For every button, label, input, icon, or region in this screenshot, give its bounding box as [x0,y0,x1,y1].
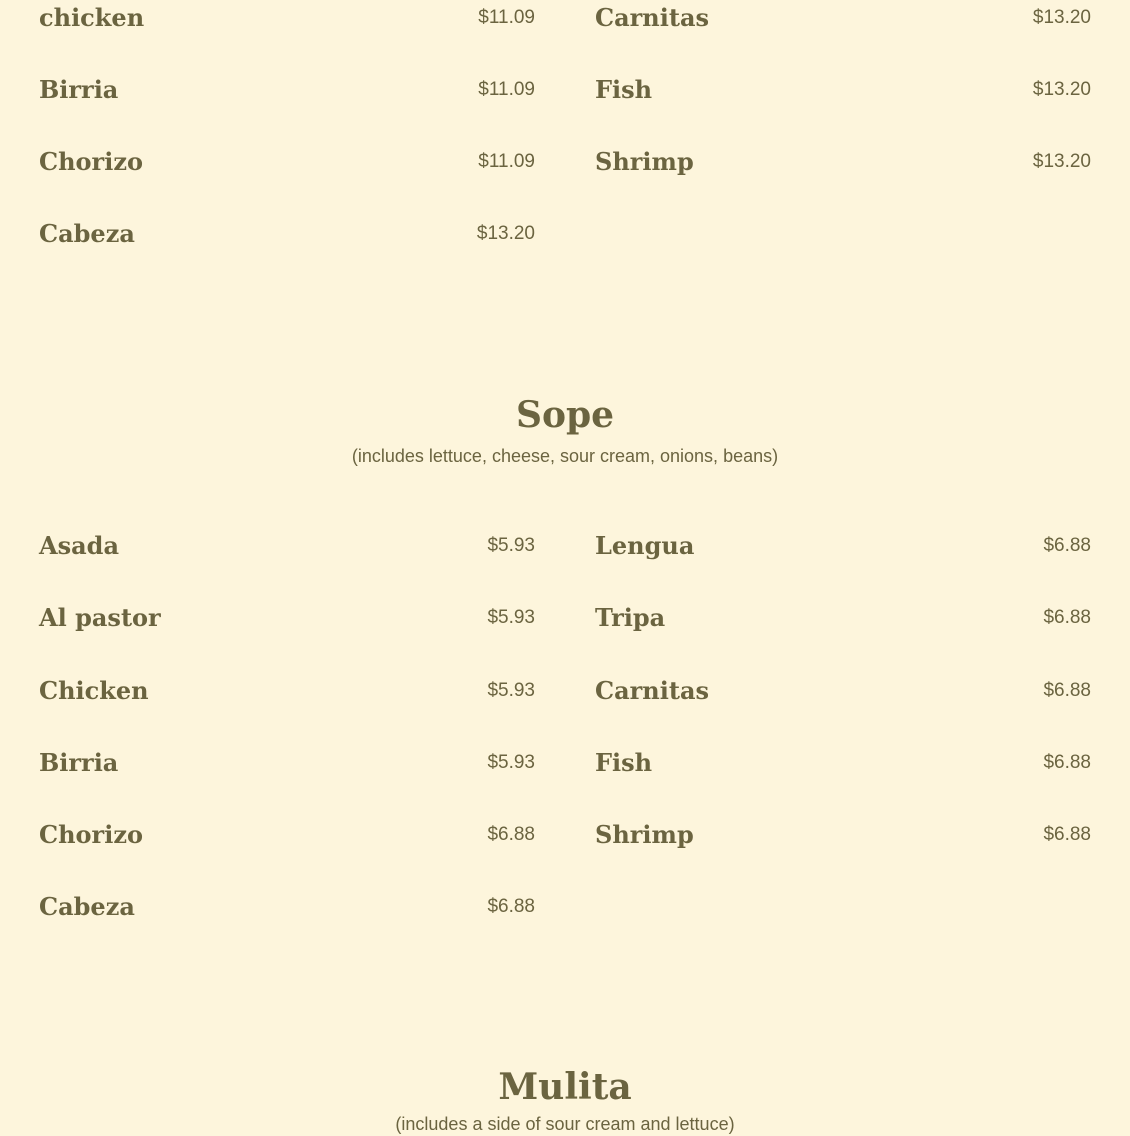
menu-item[interactable] [39,673,535,713]
section-title-mulita: Mulita [498,1066,632,1108]
section-subtitle-sope: (includes lettuce, cheese, sour cream, onions, beans) [351,446,779,466]
menu-item-price: $6.88 [487,896,535,917]
section-title-sope: Sope [515,394,615,436]
menu-item-name: Birria [39,748,119,777]
menu-item-name: Tripa [595,603,666,632]
menu-item-price: $6.88 [1043,824,1091,845]
menu-item-price: $11.09 [478,7,535,28]
menu-item-price: $5.93 [487,752,535,773]
menu-item-name: Fish [595,748,653,777]
menu-item-price: $6.88 [1043,752,1091,773]
menu-item[interactable] [39,528,535,568]
menu-item[interactable] [39,72,535,112]
menu-item[interactable] [39,889,535,929]
menu-item-name: Al pastor [39,603,161,632]
menu-item[interactable] [595,0,1091,40]
menu-item-price: $11.09 [478,79,535,100]
menu-item[interactable] [595,600,1091,640]
menu-item-name: Shrimp [595,820,694,849]
menu-item-price: $6.88 [1043,680,1091,701]
menu-item-price: $13.20 [1032,151,1091,172]
menu-item-name: Carnitas [595,676,710,705]
menu-item[interactable] [39,0,535,40]
menu-item[interactable] [595,673,1091,713]
menu-item-price: $13.20 [1032,79,1091,100]
menu-item-name: Birria [39,75,119,104]
menu-item[interactable] [39,745,535,785]
menu-item[interactable] [39,600,535,640]
section-subtitle-mulita: (includes a side of sour cream and lettuce) [395,1114,735,1134]
menu-item-price: $13.20 [476,223,535,244]
menu-item-price: $11.09 [478,151,535,172]
menu-item-name: Chorizo [39,820,143,849]
menu-item-price: $6.88 [1043,535,1091,556]
menu-item-price: $5.93 [487,535,535,556]
menu-item-name: Asada [39,531,120,560]
menu-item[interactable] [595,528,1091,568]
menu-item-price: $5.93 [487,607,535,628]
menu-item-name: Chorizo [39,147,143,176]
menu-item-name: chicken [39,3,145,32]
menu-item-price: $6.88 [487,824,535,845]
menu-item-name: Carnitas [595,3,710,32]
menu-item[interactable] [39,144,535,184]
menu-item-name: Fish [595,75,653,104]
menu-item-price: $6.88 [1043,607,1091,628]
menu-item[interactable] [39,216,535,256]
menu-item[interactable] [595,817,1091,857]
menu-item-price: $13.20 [1032,7,1091,28]
menu-item-name: Shrimp [595,147,694,176]
menu-item-name: Lengua [595,531,695,560]
menu-item[interactable] [595,72,1091,112]
menu-item[interactable] [39,817,535,857]
menu-item-name: Cabeza [39,892,135,921]
menu-item-price: $5.93 [487,680,535,701]
menu-item[interactable] [595,144,1091,184]
menu-item-name: Chicken [39,676,149,705]
menu-item[interactable] [595,745,1091,785]
menu-item-name: Cabeza [39,219,135,248]
